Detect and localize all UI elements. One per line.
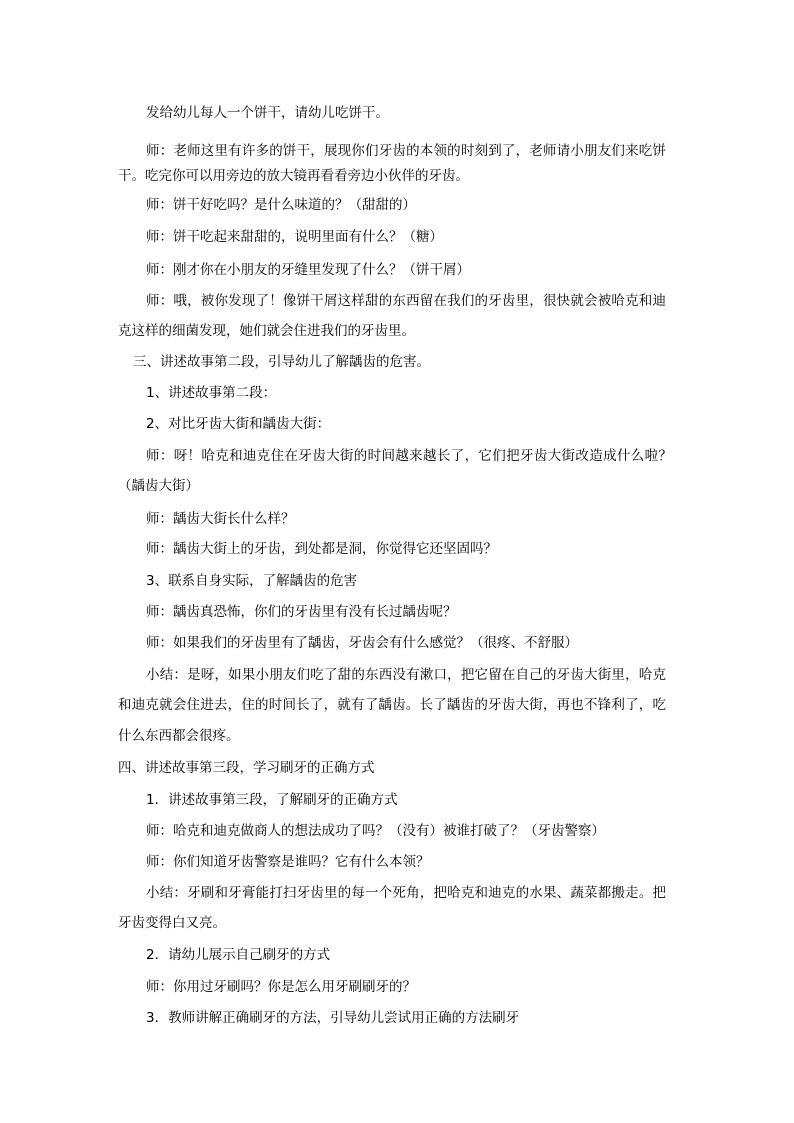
teacher-line: 师：龋齿真恐怖，你们的牙齿里有没有长过龋齿呢？: [146, 604, 457, 620]
teacher-line: 师：饼干吃起来甜甜的，说明里面有什么？（糖）: [146, 229, 443, 245]
summary-line-cont: 牙齿变得白又亮。: [118, 915, 226, 931]
teacher-line: 师：龋齿大街长什么样？: [146, 511, 295, 527]
teacher-line-cont: 干。吃完你可以用旁边的放大镜再看看旁边小伙伴的牙齿。: [118, 168, 469, 184]
subsection-2: 2．请幼儿展示自己刷牙的方式: [146, 947, 331, 963]
paragraph-line: 发给幼儿每人一个饼干，请幼儿吃饼干。: [146, 105, 389, 121]
teacher-line-cont: 克这样的细菌发现，她们就会住进我们的牙齿里。: [118, 323, 415, 339]
teacher-line: 师：哈克和迪克做商人的想法成功了吗？（没有）被谁打破了？（牙齿警察）: [146, 823, 605, 839]
summary-line-cont: 什么东西都会很疼。: [118, 728, 240, 744]
teacher-line: 师：如果我们的牙齿里有了龋齿，牙齿会有什么感觉？（很疼、不舒服）: [146, 635, 578, 651]
teacher-line: 师：呀！哈克和迪克住在牙齿大街的时间越来越长了，它们把牙齿大街改造成什么啦？: [146, 448, 672, 464]
teacher-line: 师：你用过牙刷吗？你是怎么用牙刷刷牙的？: [146, 979, 416, 995]
subsection-1: 1．讲述故事第三段，了解刷牙的正确方式: [146, 792, 398, 808]
summary-line-cont: 和迪克就会住进去，住的时间长了，就有了龋齿。长了龋齿的牙齿大街，再也不锋利了，吃: [118, 697, 666, 713]
teacher-line: 师：龋齿大街上的牙齿，到处都是洞，你觉得它还坚固吗？: [146, 541, 497, 557]
teacher-line-cont: （龋齿大街）: [118, 478, 199, 494]
teacher-line: 师：你们知道牙齿警察是谁吗？它有什么本领？: [146, 854, 430, 870]
subsection-1: 1、讲述故事第二段：: [146, 385, 277, 401]
summary-line: 小结：牙刷和牙膏能打扫牙齿里的每一个死角，把哈克和迪克的水果、蔬菜都搬走。把: [146, 885, 666, 901]
subsection-3: 3．教师讲解正确刷牙的方法，引导幼儿尝试用正确的方法刷牙: [146, 1010, 520, 1026]
teacher-line: 师：老师这里有许多的饼干，展现你们牙齿的本领的时刻到了，老师请小朋友们来吃饼: [146, 143, 666, 159]
teacher-line: 师：哦，被你发现了！像饼干屑这样甜的东西留在我们的牙齿里，很快就会被哈克和迪: [146, 293, 666, 309]
teacher-line: 师：刚才你在小朋友的牙缝里发现了什么？（饼干屑）: [146, 262, 470, 278]
teacher-line: 师：饼干好吃吗？是什么味道的？（甜甜的）: [146, 197, 416, 213]
subsection-3: 3、联系自身实际，了解龋齿的危害: [146, 573, 358, 589]
summary-line: 小结：是呀，如果小朋友们吃了甜的东西没有漱口，把它留在自己的牙齿大街里，哈克: [146, 667, 666, 683]
section-heading-4: 四、讲述故事第三段，学习刷牙的正确方式: [118, 760, 375, 776]
subsection-2: 2、对比牙齿大街和龋齿大街：: [146, 416, 331, 432]
section-heading-3: 三、讲述故事第二段，引导幼儿了解龋齿的危害。: [133, 354, 430, 370]
